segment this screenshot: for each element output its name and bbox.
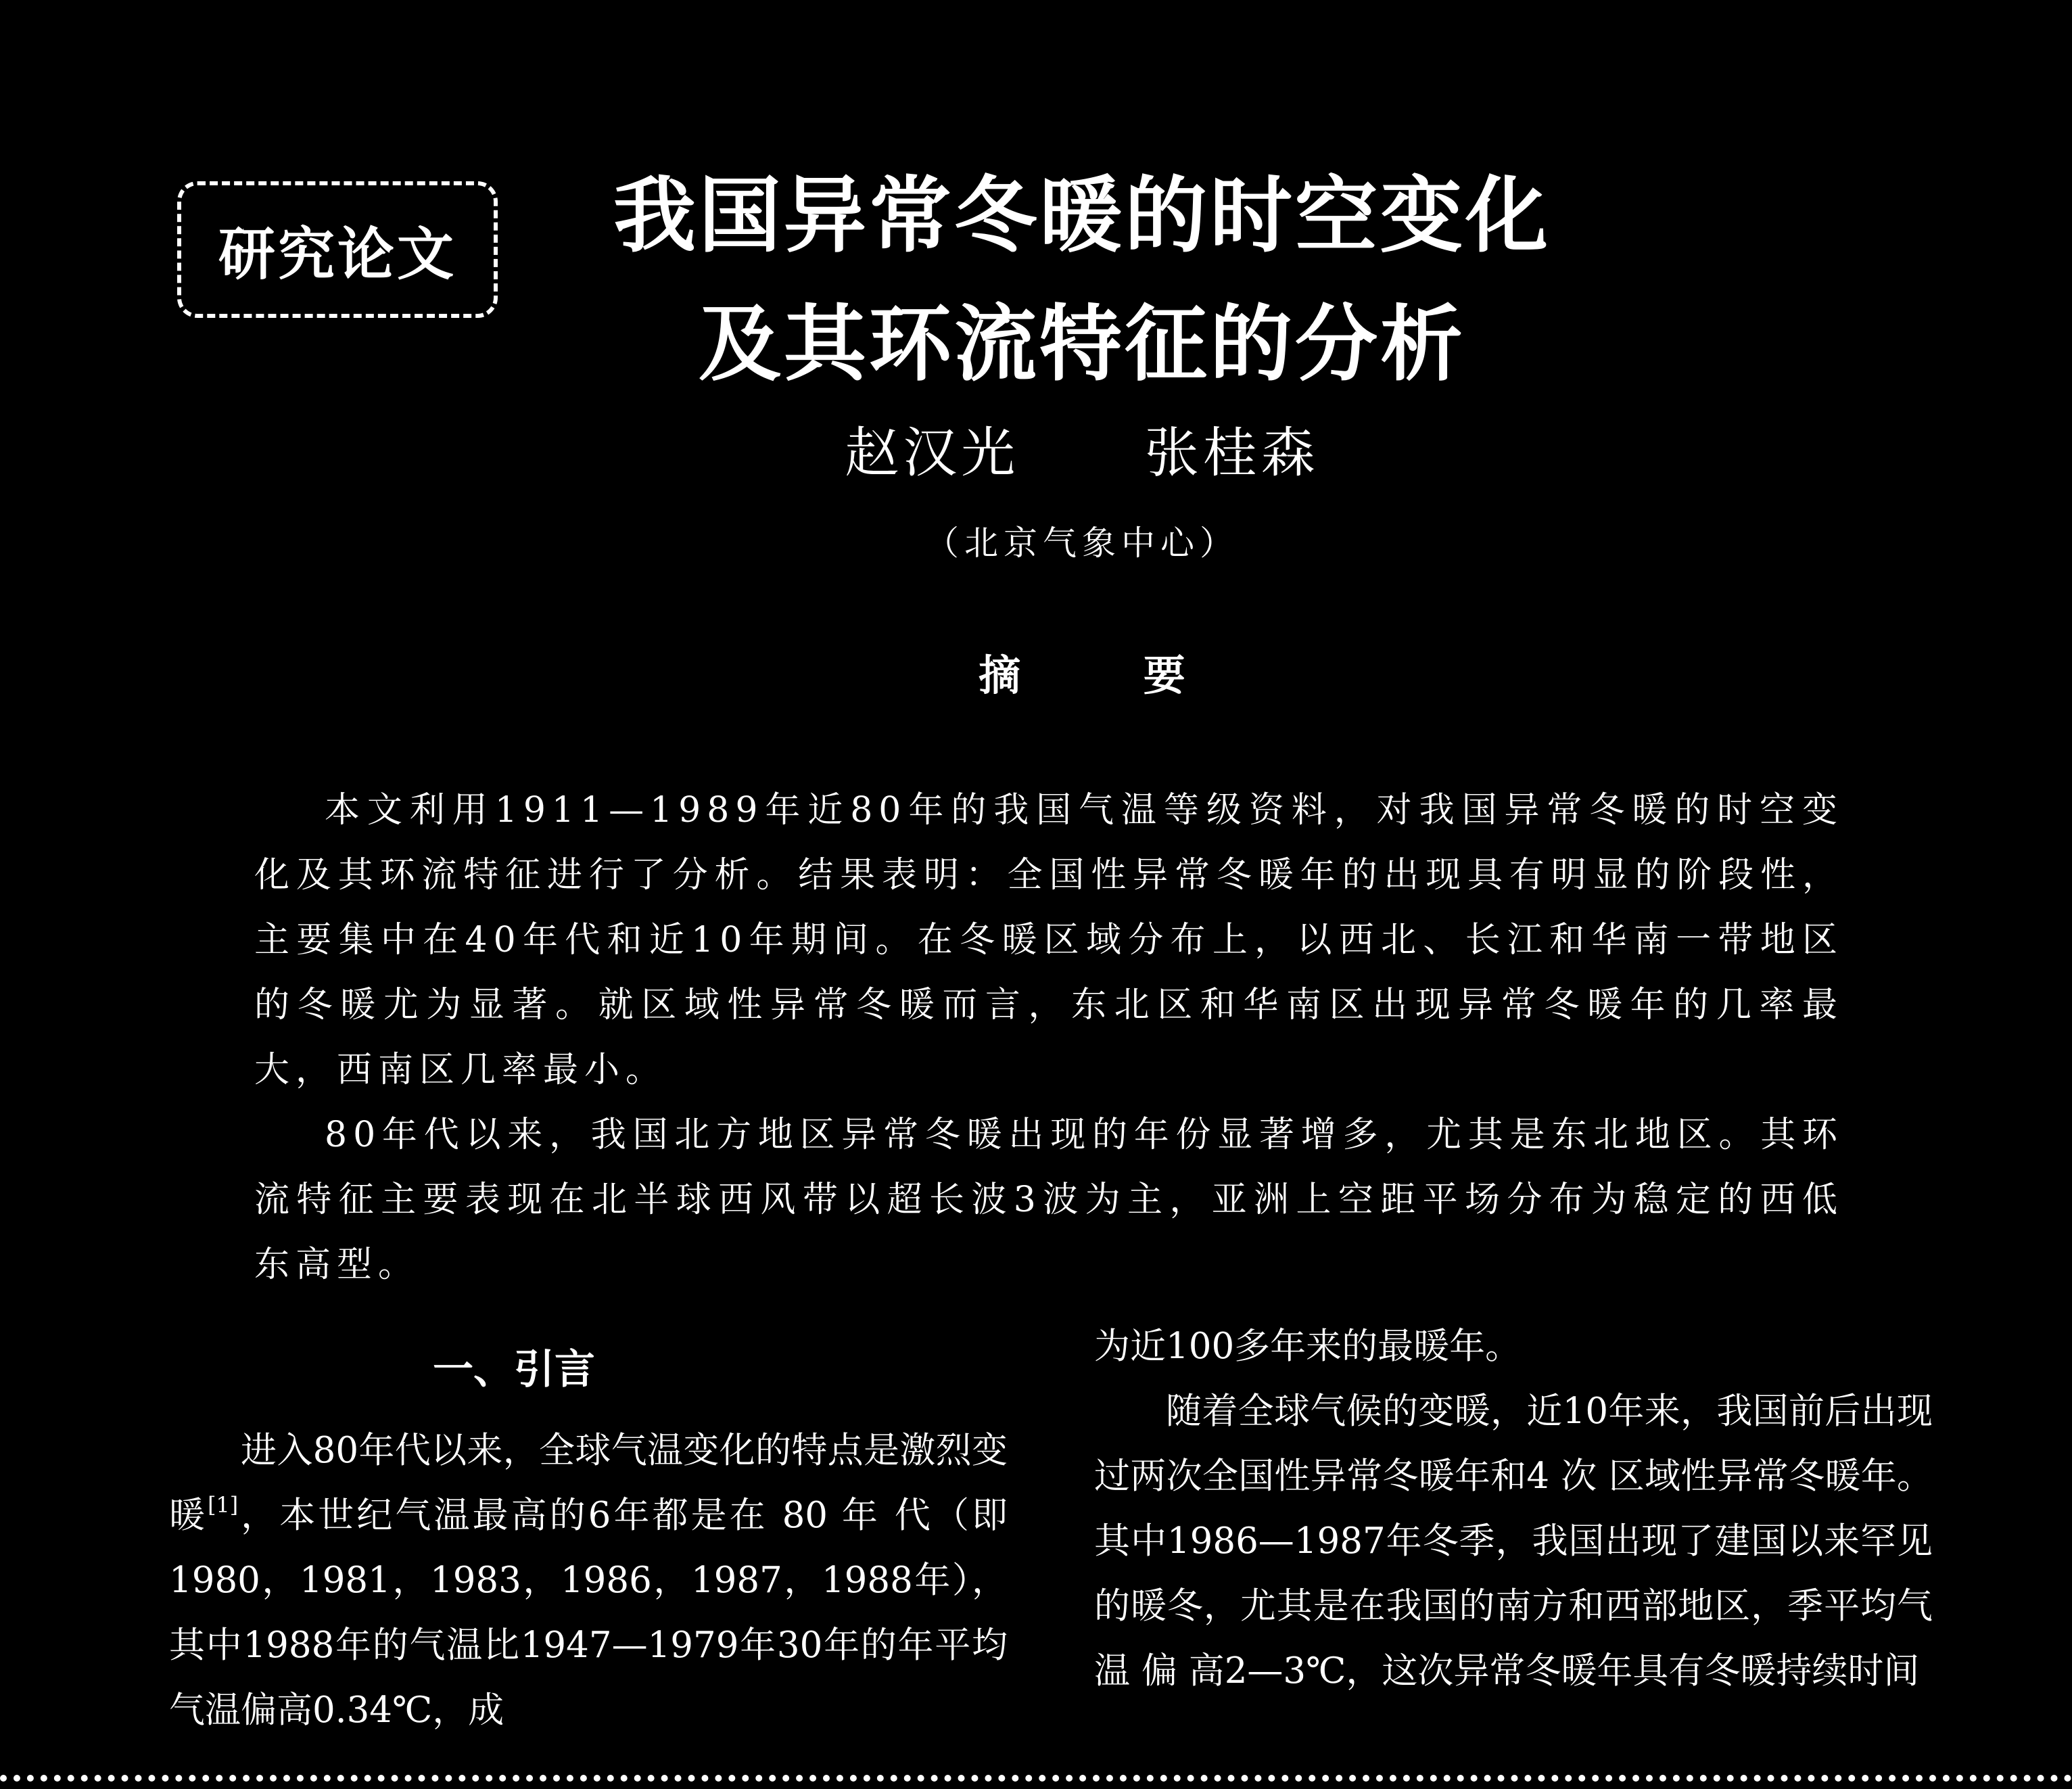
body-text: ，本世纪气温最高的6年都是在 80 年 代（即1980，1981，1983，1986，1987，1988年），其中1988年的气温比1947—1979年30年的年平均气温偏高0.34℃，成 [169, 1495, 1008, 1731]
author-name: 赵汉光 [845, 421, 1020, 484]
page-bottom-rule [0, 1775, 2072, 1782]
body-column-right [1094, 1314, 1933, 1704]
author-list [473, 421, 1691, 484]
abstract-heading [473, 651, 1691, 700]
abstract-body [254, 778, 1843, 1297]
abstract-heading-char: 摘 [979, 651, 1021, 700]
paper-title-line-2: 及其环流特征的分析 [699, 296, 1465, 392]
affiliation: （北京气象中心） [925, 524, 1239, 563]
author-name: 张桂森 [1144, 421, 1319, 484]
body-text: 进入80年代以来，全球气温变化的特点是激烈变暖 [169, 1430, 1008, 1536]
article-type-badge [177, 181, 498, 318]
paper-title-line-1: 我国异常冬暖的时空变化 [613, 168, 1551, 264]
citation-ref: [1] [208, 1492, 239, 1518]
body-paragraph: 随着全球气候的变暖，近10年来，我国前后出现过两次全国性异常冬暖年和4 次 区域性异常冬暖年。其中1986—1987年冬季，我国出现了建国以来罕见的暖冬，尤其是在我国的南方和西部地区，季平均气温 偏 高2—3℃，这次异常冬暖年具有冬暖持续时间 [1094, 1391, 1933, 1692]
abstract-paragraph: 80年代以来，我国北方地区异常冬暖出现的年份显著增多，尤其是东北地区。其环流特征主要表现在北半球西风带以超长波3波为主，亚洲上空距平场分布为稳定的西低东高型。 [254, 1115, 1843, 1285]
article-type-label: 研究论文 [218, 220, 456, 287]
abstract-paragraph: 本文利用1911—1989年近80年的我国气温等级资料，对我国异常冬暖的时空变化及其环流特征进行了分析。结果表明：全国性异常冬暖年的出现具有明显的阶段性，主要集中在40年代和近10年期间。在冬暖区域分布上，以西北、长江和华南一带地区的冬暖尤为显著。就区域性异常冬暖而言，东北区和华南区出现异常冬暖年的几率最大，西南区几率最小。 [254, 790, 1843, 1090]
section-heading: 一、引言 [433, 1346, 595, 1393]
body-paragraph [169, 1418, 1008, 1743]
body-paragraph-continued: 为近100多年来的最暖年。 [1094, 1326, 1522, 1367]
abstract-heading-char: 要 [1143, 651, 1185, 700]
body-column-left [169, 1329, 1008, 1743]
